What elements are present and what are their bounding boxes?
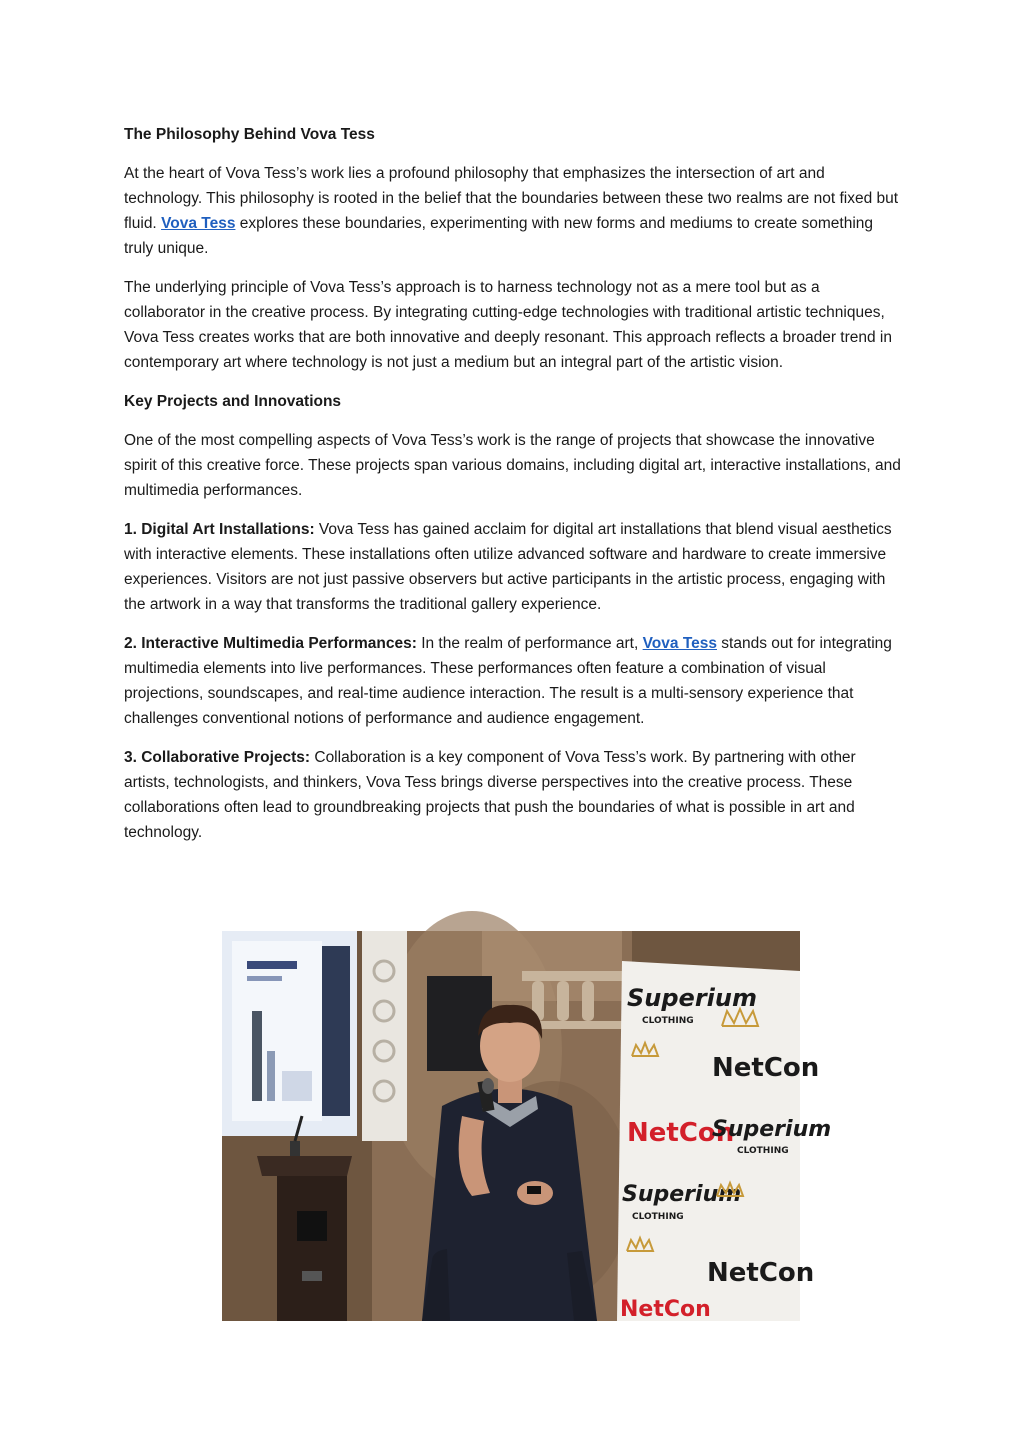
document-page xyxy=(124,122,904,859)
banner-logo: NetCon xyxy=(707,1258,815,1288)
list-item-text: Vova Tess has gained acclaim for digital art installations that blend visual aesthetics with interactive elements. These installations often utilize advanced software and hardware to create immersive experiences. Visitors are not just passive observers but active participants in the artistic process, engaging with the artwork in a way that transforms the traditional gallery experience. xyxy=(124,521,892,613)
list-item-text: Collaboration is a key component of Vova Tess’s work. By partnering with other artists, technologists, and thinkers, Vova Tess brings diverse perspectives into the creative process. These collaborations often lead to groundbreaking projects that push the boundaries of what is possible in art and technology. xyxy=(124,749,856,841)
list-item-text: stands out for integrating multimedia elements into live performances. These performances often feature a combination of visual projections, soundscapes, and real-time audience interaction. The result is a multi-sensory experience that challenges conventional notions of performance and audience engagement. xyxy=(124,635,892,727)
banner-logo: NetCon xyxy=(712,1053,820,1083)
list-item-collaborative xyxy=(124,745,904,845)
list-item-title: 1. Digital Art Installations: xyxy=(124,521,315,538)
paragraph-projects-intro: One of the most compelling aspects of Vova Tess’s work is the range of projects that showcase the innovative spirit of this creative force. These projects span various domains, including digital art, interactive installations, and multimedia performances. xyxy=(124,432,901,499)
vova-tess-link[interactable]: Vova Tess xyxy=(642,635,717,652)
speaker-photo xyxy=(222,931,832,1322)
vova-tess-link[interactable]: Vova Tess xyxy=(161,215,236,232)
section-heading-philosophy: The Philosophy Behind Vova Tess xyxy=(124,126,375,143)
banner-logo: Superium xyxy=(712,1117,832,1142)
section-heading-projects: Key Projects and Innovations xyxy=(124,393,342,410)
banner-logo: Superium xyxy=(622,1182,742,1207)
list-item-digital-art xyxy=(124,517,904,617)
list-item-text: In the realm of performance art, xyxy=(416,635,643,652)
paragraph-text: explores these boundaries, experimenting with new forms and mediums to create something truly unique. xyxy=(124,215,874,257)
banner-caption: CLOTHING xyxy=(642,1016,694,1026)
banner-logo: NetCon xyxy=(620,1297,711,1322)
paragraph-philosophy-2: The underlying principle of Vova Tess’s approach is to harness technology not as a mere tool but as a collaborator in the creative process. By integrating cutting-edge technologies with traditional artistic techniques, Vova Tess creates works that are both innovative and deeply resonant. This approach reflects a broader trend in contemporary art where technology is not just a medium but an integral part of the artistic vision. xyxy=(124,279,892,371)
paragraph-philosophy-1 xyxy=(124,161,904,261)
list-item-multimedia xyxy=(124,631,904,731)
list-item-title: 3. Collaborative Projects: xyxy=(124,749,311,766)
list-item-title: 2. Interactive Multimedia Performances: xyxy=(124,635,417,652)
paragraph-text: At the heart of Vova Tess’s work lies a profound philosophy that emphasizes the intersection of art and technology. This philosophy is rooted in the belief that the boundaries between these two realms are not fixed but fluid. xyxy=(124,165,899,232)
banner-logo: Superium xyxy=(627,984,757,1012)
banner-logo: NetCon xyxy=(627,1118,735,1148)
banner-caption: CLOTHING xyxy=(737,1146,789,1156)
banner-caption: CLOTHING xyxy=(632,1212,684,1222)
